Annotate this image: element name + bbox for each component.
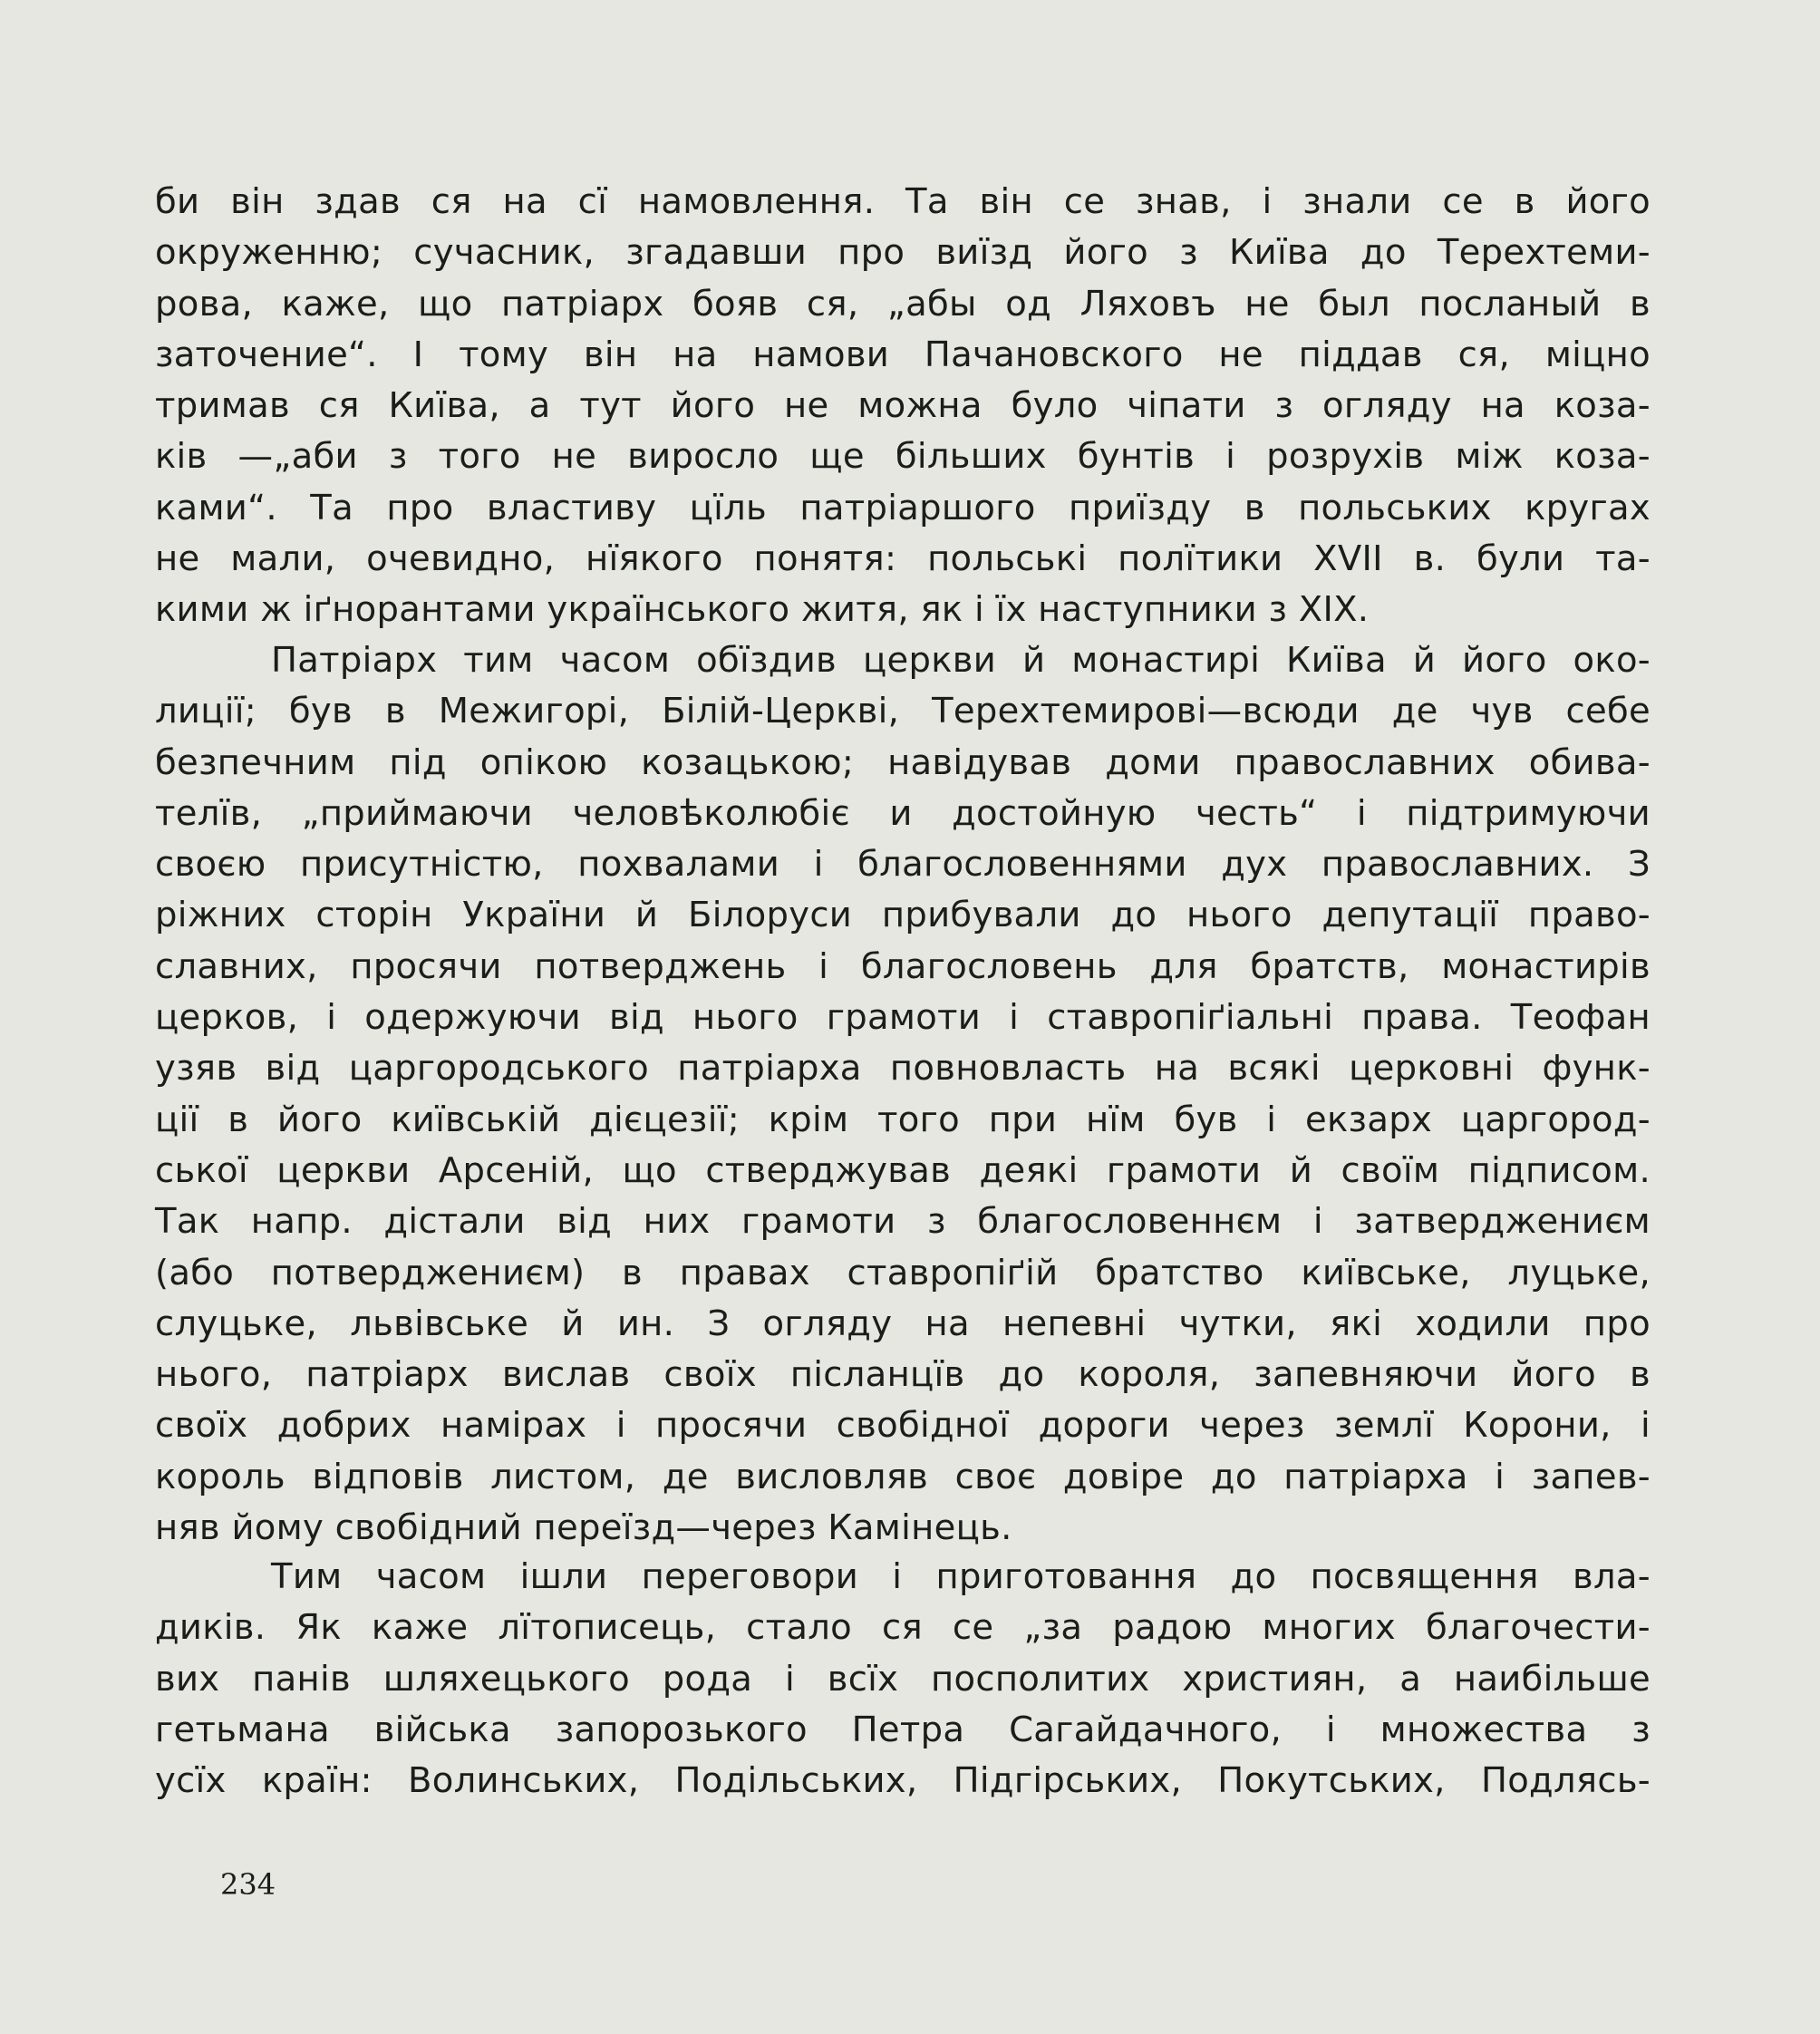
text-line: вих панів шляхецького рода і всїх посполитих християн, а наибільше xyxy=(155,1658,1651,1700)
text-line: ської церкви Арсеній, що стверджував деякі грамоти й своїм підписом. xyxy=(155,1149,1651,1191)
text-line: слуцьке, львівське й ин. З огляду на непевні чутки, які ходили про xyxy=(155,1303,1651,1344)
text-line: няв йому свобідний переїзд—через Камінець. xyxy=(155,1507,1012,1549)
text-line: би він здав ся на сї намовлення. Та він се знав, і знали се в його xyxy=(155,181,1651,222)
page-number: 234 xyxy=(220,1867,276,1902)
text-line: Так напр. дістали від них грамоти з благословеннєм і затверджениєм xyxy=(155,1201,1651,1243)
text-line: заточение“. І тому він на намови Пачановского не піддав ся, міцно xyxy=(155,334,1651,375)
text-line: славних, просячи потверджень і благословень для братств, монастирів xyxy=(155,945,1651,987)
text-line: узяв від царгородського патріарха повновласть на всякі церковні функ- xyxy=(155,1048,1651,1090)
text-line: своїх добрих намірах і просячи свобідної дороги через землї Корони, і xyxy=(155,1405,1651,1447)
text-line: король відповів листом, де висловляв своє довіре до патріарха і запев- xyxy=(155,1456,1651,1497)
text-line: ріжних сторін України й Білоруси прибували до нього депутації право- xyxy=(155,895,1651,936)
text-line: ції в його київській дієцезії; крім того при нїм був і екзарх царгород- xyxy=(155,1099,1651,1140)
text-line: церков, і одержуючи від нього грамоти і ставропіґіальні права. Теофан xyxy=(155,997,1651,1039)
text-line: лиції; був в Межигорі, Білій-Церкві, Терехтемирові—всюди де чув себе xyxy=(155,691,1651,732)
text-line: кими ж іґнорантами українського житя, як і їх наступники з XIX. xyxy=(155,589,1370,631)
paragraph-2 xyxy=(155,635,1651,1554)
text-line: безпечним під опікою козацькою; навідував доми православних обива- xyxy=(155,741,1651,783)
text-line: Тим часом ішли переговори і приготовання до посвящення вла- xyxy=(271,1556,1651,1597)
text-line: не мали, очевидно, нїякого понятя: польські полїтики XVII в. були та- xyxy=(155,538,1651,580)
text-line: ками“. Та про властиву цїль патріаршого приїзду в польських кругах xyxy=(155,487,1651,528)
text-line: (або потверджениєм) в правах ставропіґій братство київське, луцьке, xyxy=(155,1252,1651,1293)
text-line: Патріарх тим часом обїздив церкви й монастирі Київа й його око- xyxy=(271,640,1651,681)
text-line: усїх країн: Волинських, Подільських, Підгірських, Покутських, Подлясь- xyxy=(155,1760,1651,1802)
text-line: тримав ся Київа, а тут його не можна було чіпати з огляду на коза- xyxy=(155,385,1651,427)
text-line: окруженню; сучасник, згадавши про виїзд його з Київа до Терехтеми- xyxy=(155,232,1651,274)
text-line: диків. Як каже лїтописець, стало ся се „за радою многих благочести- xyxy=(155,1607,1651,1649)
text-line: телїв, „приймаючи человѣколюбіє и достойную честь“ і підтримуючи xyxy=(155,792,1651,834)
text-line: гетьмана війська запорозького Петра Сагайдачного, і множества з xyxy=(155,1709,1651,1750)
paragraph-3 xyxy=(155,1552,1651,1806)
text-line: ків —„аби з того не виросло ще більших бунтів і розрухів між коза- xyxy=(155,436,1651,478)
paragraph-1 xyxy=(155,177,1651,636)
text-line: рова, каже, що патріарх бояв ся, „абы од Ляховъ не был посланый в xyxy=(155,283,1651,324)
text-line: своєю присутністю, похвалами і благословеннями дух православних. З xyxy=(155,844,1651,886)
text-line: нього, патріарх вислав своїх післанцїв до короля, запевняючи його в xyxy=(155,1354,1651,1396)
